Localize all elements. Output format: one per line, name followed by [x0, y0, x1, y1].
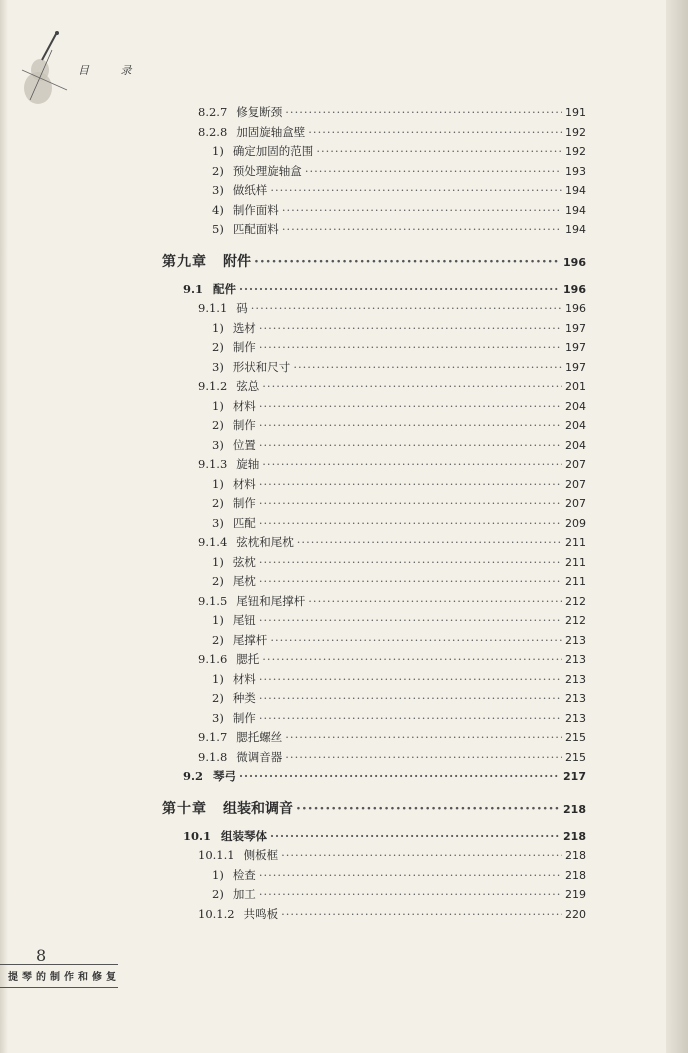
toc-title: 制作: [232, 496, 256, 510]
toc-page-number: 220: [565, 907, 586, 921]
toc-row: [212, 320, 586, 338]
toc-title: 侧板框: [243, 848, 279, 862]
toc-page-number: 218: [563, 802, 586, 816]
toc-number: 9.2: [183, 769, 204, 783]
toc-number: 8.2.8: [198, 124, 228, 139]
toc-number: 4): [212, 202, 224, 217]
dot-leader: [259, 418, 562, 432]
dot-leader: [297, 535, 562, 549]
dot-leader: [296, 801, 560, 817]
toc-page-number: 212: [565, 614, 586, 627]
toc-row: [212, 632, 586, 650]
toc-page-number: 193: [565, 164, 586, 178]
toc-page-number: 219: [565, 888, 586, 901]
dot-leader: [308, 594, 562, 608]
toc-row: [212, 398, 586, 416]
toc-row: [212, 476, 586, 494]
dot-leader: [262, 457, 562, 471]
toc-number: 1): [212, 398, 224, 413]
toc-page-number: 213: [565, 653, 586, 666]
toc-title: 材料: [232, 671, 256, 686]
toc-number: 2): [212, 574, 224, 588]
toc-row: [162, 798, 586, 816]
dot-leader: [239, 282, 560, 296]
toc-page-number: 212: [565, 594, 586, 608]
dot-leader: [259, 399, 562, 413]
toc-page-number: 211: [565, 555, 586, 569]
toc-number: 1): [212, 554, 224, 569]
toc-number: 8.2.7: [198, 105, 228, 119]
toc-number: 2): [212, 887, 224, 901]
toc-title: 确定加固的范围: [232, 144, 314, 158]
dot-leader: [259, 691, 562, 705]
toc-page-number: 192: [565, 125, 586, 139]
toc-title: 尾钮: [232, 613, 256, 627]
violin-icon: [12, 30, 72, 110]
toc-page-number: 213: [565, 672, 586, 686]
toc-title: 旋轴: [236, 457, 260, 471]
toc-page-number: 194: [565, 223, 586, 236]
toc-title: 形状和尺寸: [232, 359, 291, 374]
toc-page-number: 204: [565, 438, 586, 452]
toc-number: 2): [212, 163, 224, 178]
toc-title: 制作: [232, 340, 256, 354]
toc-number: 1): [212, 613, 224, 627]
toc-title: 码: [236, 301, 248, 315]
toc-row: [198, 906, 586, 924]
toc-number: 10.1: [183, 828, 212, 843]
book-title: 提琴的制作和修复: [8, 972, 120, 983]
dot-leader: [259, 340, 562, 354]
toc-number: 1): [212, 867, 224, 882]
toc-row: [212, 182, 586, 200]
toc-title: 琴弓: [213, 769, 237, 783]
toc-title: 做纸样: [232, 183, 268, 197]
toc-title: 制作面料: [232, 202, 279, 217]
toc-title: 共鸣板: [243, 906, 279, 921]
toc-page-number: 213: [565, 633, 586, 647]
toc-row: [198, 378, 586, 396]
dot-leader: [259, 321, 562, 335]
toc-title: 尾撑杆: [232, 632, 268, 647]
dot-leader: [259, 555, 562, 569]
toc-number: 1): [212, 144, 224, 158]
dot-leader: [285, 730, 562, 744]
toc-page-number: 218: [565, 849, 586, 862]
toc-row: [212, 143, 586, 161]
dot-leader: [259, 438, 562, 452]
toc-number: 2): [212, 691, 224, 705]
toc-row: [183, 281, 586, 299]
toc-number: 1): [212, 320, 224, 335]
toc-row: [198, 749, 586, 767]
toc-number: 第九章: [162, 253, 207, 270]
dot-leader: [259, 516, 562, 530]
toc-number: 9.1.4: [198, 535, 228, 549]
toc-number: 3): [212, 710, 224, 725]
toc-row: [183, 828, 586, 846]
dot-leader: [259, 672, 562, 686]
toc-page-number: 192: [565, 145, 586, 158]
toc-page-number: 207: [565, 458, 586, 471]
dot-leader: [305, 164, 562, 178]
toc-number: 5): [212, 222, 224, 236]
toc-page-number: 209: [565, 516, 586, 530]
page-number: 8: [36, 946, 47, 965]
toc-page-number: 204: [565, 419, 586, 432]
dot-leader: [282, 222, 562, 236]
toc-title: 检查: [232, 867, 256, 882]
toc-row: [198, 124, 586, 142]
dot-leader: [281, 848, 562, 862]
toc-page-number: 213: [565, 692, 586, 705]
toc-page-number: 196: [563, 282, 586, 296]
dot-leader: [270, 829, 560, 843]
toc-title: 腮托: [236, 652, 260, 666]
toc-page-number: 191: [565, 106, 586, 119]
toc-number: 10.1.1: [198, 848, 235, 862]
toc-row: [212, 554, 586, 572]
toc-page-number: 197: [565, 360, 586, 374]
toc-page-number: 217: [563, 770, 586, 783]
toc-row: [212, 867, 586, 885]
spine-shadow: [0, 0, 8, 1053]
toc-row: [212, 339, 586, 357]
toc-number: 9.1.5: [198, 593, 228, 608]
toc-page-number: 194: [565, 203, 586, 217]
dot-leader: [270, 633, 562, 647]
dot-leader: [259, 887, 562, 901]
toc-number: 10.1.2: [198, 906, 235, 921]
toc-title: 匹配: [232, 515, 256, 530]
toc-page-number: 197: [565, 321, 586, 335]
dot-leader: [262, 379, 562, 393]
toc-number: 9.1.7: [198, 730, 228, 744]
toc-title: 腮托螺丝: [236, 730, 283, 744]
toc-title: 尾钮和尾撑杆: [236, 593, 306, 608]
dot-leader: [316, 144, 562, 158]
toc-title: 弦枕和尾枕: [236, 535, 294, 549]
dot-leader: [285, 750, 562, 764]
dot-leader: [259, 613, 562, 627]
toc-row: [212, 359, 586, 377]
dot-leader: [308, 125, 562, 139]
dot-leader: [254, 254, 560, 270]
toc-number: 9.1.2: [198, 379, 228, 393]
toc-page-number: 196: [563, 255, 586, 269]
toc-row: [198, 456, 586, 474]
page-edge: [666, 0, 688, 1053]
toc-number: 9.1: [183, 281, 204, 296]
toc-title: 种类: [232, 691, 256, 705]
dot-leader: [259, 868, 562, 882]
toc-page-number: 218: [565, 868, 586, 882]
toc-page-number: 204: [565, 399, 586, 413]
toc-number: 3): [212, 359, 224, 374]
toc-number: 3): [212, 183, 224, 197]
toc-title: 材料: [232, 476, 256, 491]
toc-page-number: 194: [565, 184, 586, 197]
toc-number: 1): [212, 476, 224, 491]
toc-title: 修复断颈: [236, 105, 283, 119]
toc-number: 2): [212, 418, 224, 432]
toc-row: [212, 437, 586, 455]
toc-title: 材料: [232, 398, 256, 413]
toc-number: 9.1.3: [198, 457, 228, 471]
toc-row: [212, 690, 586, 708]
dot-leader: [239, 769, 560, 783]
toc-page-number: 215: [565, 731, 586, 744]
toc-number: 9.1.6: [198, 652, 228, 666]
toc-row: [198, 300, 586, 318]
toc-row: [198, 534, 586, 552]
dot-leader: [259, 496, 562, 510]
toc-title: 加固旋轴盒壁: [236, 124, 306, 139]
toc-title: 微调音器: [236, 749, 283, 764]
toc-row: [212, 221, 586, 239]
toc-page-number: 197: [565, 341, 586, 354]
toc-row: [198, 651, 586, 669]
toc-row: [212, 886, 586, 904]
toc-title: 位置: [232, 437, 256, 452]
toc-page-number: 211: [565, 575, 586, 588]
toc-row: [198, 847, 586, 865]
toc-title: 配件: [213, 281, 237, 296]
toc-row: [212, 573, 586, 591]
toc-row: [212, 515, 586, 533]
dot-leader: [251, 301, 562, 315]
toc-number: 9.1.1: [198, 301, 228, 315]
toc-number: 2): [212, 340, 224, 354]
toc-title: 尾枕: [232, 574, 256, 588]
toc-title: 组装和调音: [223, 800, 293, 817]
toc-title: 制作: [232, 710, 256, 725]
toc-number: 2): [212, 632, 224, 647]
toc-number: 3): [212, 437, 224, 452]
dot-leader: [259, 477, 562, 491]
toc-page-number: 218: [563, 829, 586, 843]
dot-leader: [281, 907, 562, 921]
toc-row: [212, 710, 586, 728]
dot-leader: [293, 360, 562, 374]
toc-title: 加工: [232, 887, 256, 901]
toc-row: [212, 495, 586, 513]
dot-leader: [259, 574, 562, 588]
toc-page-number: 207: [565, 497, 586, 510]
toc-title: 制作: [232, 418, 256, 432]
toc-title: 附件: [223, 253, 251, 270]
toc-number: 9.1.8: [198, 749, 228, 764]
toc-page-number: 201: [565, 380, 586, 393]
toc-row: [212, 612, 586, 630]
toc-title: 弦总: [236, 379, 260, 393]
dot-leader: [270, 183, 562, 197]
dot-leader: [259, 711, 562, 725]
toc-number: 2): [212, 496, 224, 510]
dot-leader: [282, 203, 562, 217]
toc-title: 预处理旋轴盒: [232, 163, 302, 178]
toc-page-number: 196: [565, 302, 586, 315]
toc-page-number: 211: [565, 536, 586, 549]
toc-page-number: 207: [565, 477, 586, 491]
toc-number: 3): [212, 515, 224, 530]
toc-number: 1): [212, 671, 224, 686]
toc-row: [212, 671, 586, 689]
toc-title: 选材: [232, 320, 256, 335]
toc-title: 匹配面料: [232, 222, 279, 236]
toc-page-number: 213: [565, 711, 586, 725]
dot-leader: [262, 652, 562, 666]
toc-row: [198, 104, 586, 122]
toc-row: [198, 593, 586, 611]
toc-row: [212, 163, 586, 181]
toc-title: 弦枕: [232, 554, 256, 569]
toc-title: 组装琴体: [221, 828, 268, 843]
dot-leader: [285, 105, 562, 119]
toc-row: [198, 729, 586, 747]
toc-page-number: 215: [565, 750, 586, 764]
header-label: 目 录: [78, 64, 146, 77]
toc-row: [212, 417, 586, 435]
toc-row: [212, 202, 586, 220]
toc-number: 第十章: [162, 800, 207, 817]
toc-row: [162, 251, 586, 269]
toc-row: [183, 768, 586, 786]
